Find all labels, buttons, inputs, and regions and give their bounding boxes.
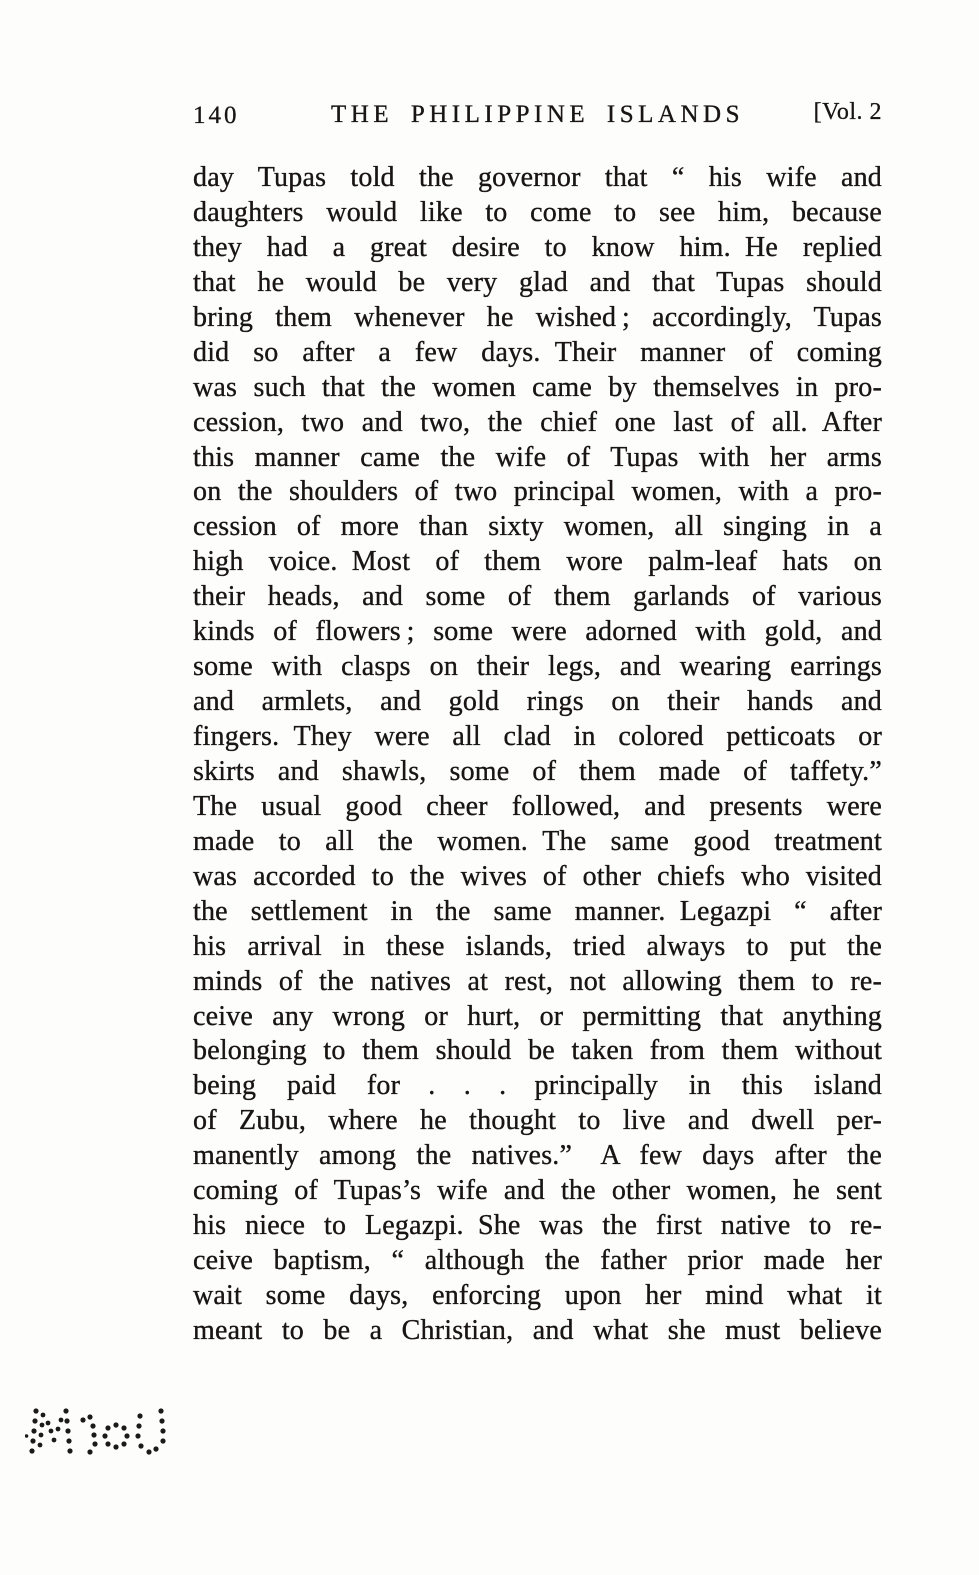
text-line: cession, two and two, the chief one last of all. After [193,406,882,438]
text-line: daughters would like to come to see him, because [193,196,882,228]
text-line: skirts and shawls, some of them made of taffety.” [193,755,882,787]
text-line: and armlets, and gold rings on their hands and [193,686,882,718]
text-line: belonging to them should be taken from them without [193,1035,882,1067]
text-line: manently among the natives.” A few days after the [193,1140,882,1172]
text-line: kinds of flowers ; some were adorned with gold, and [193,616,882,648]
text-line: being paid for . . . principally in this island [193,1070,882,1102]
text-line: this manner came the wife of Tupas with her arms [193,441,882,473]
text-line: cession of more than sixty women, all singing in a [193,511,882,543]
text-line: they had a great desire to know him. He replied [193,231,882,263]
text-line: the settlement in the same manner. Legazpi “ after [193,895,882,927]
text-line: his niece to Legazpi. She was the first native to re- [193,1210,882,1242]
text-line: on the shoulders of two principal women, with a pro- [193,476,882,508]
page-text [193,161,882,1349]
text-line: wait some days, enforcing upon her mind what it [193,1280,882,1311]
text-line: ceive any wrong or hurt, or permitting that anything [193,1000,882,1032]
text-line: fingers. They were all clad in colored petticoats or [193,721,882,752]
volume-label: [Vol. 2 [813,99,882,125]
text-line: bring them whenever he wished ; accordingly, Tupas [193,301,882,333]
text-line: high voice. Most of them wore palm-leaf hats on [193,546,882,578]
text-line: ceive baptism, “ although the father prior made her [193,1245,882,1277]
text-line: that he would be very glad and that Tupas should [193,266,882,298]
text-line: some with clasps on their legs, and wearing earrings [193,651,882,683]
perforation-stamp-icon [25,1399,193,1463]
text-line: was such that the women came by themselves in pro- [193,371,882,403]
text-line: did so after a few days. Their manner of coming [193,336,882,368]
running-title: THE PHILIPPINE ISLANDS [331,101,744,128]
text-line: their heads, and some of them garlands of various [193,581,882,613]
text-line: minds of the natives at rest, not allowing them to re- [193,965,882,997]
page-number: 140 [193,102,240,129]
text-line: of Zubu, where he thought to live and dwell per- [193,1105,882,1137]
text-line: meant to be a Christian, and what she must believe [193,1314,882,1346]
text-line: day Tupas told the governor that “ his wife and [193,162,882,193]
text-line: his arrival in these islands, tried always to put the [193,930,882,962]
text-line: was accorded to the wives of other chiefs who visited [193,860,882,892]
text-line: The usual good cheer followed, and presents were [193,790,882,822]
text-line: made to all the women. The same good treatment [193,825,882,857]
running-header [193,99,882,133]
text-line: coming of Tupas’s wife and the other women, he sent [193,1175,882,1207]
